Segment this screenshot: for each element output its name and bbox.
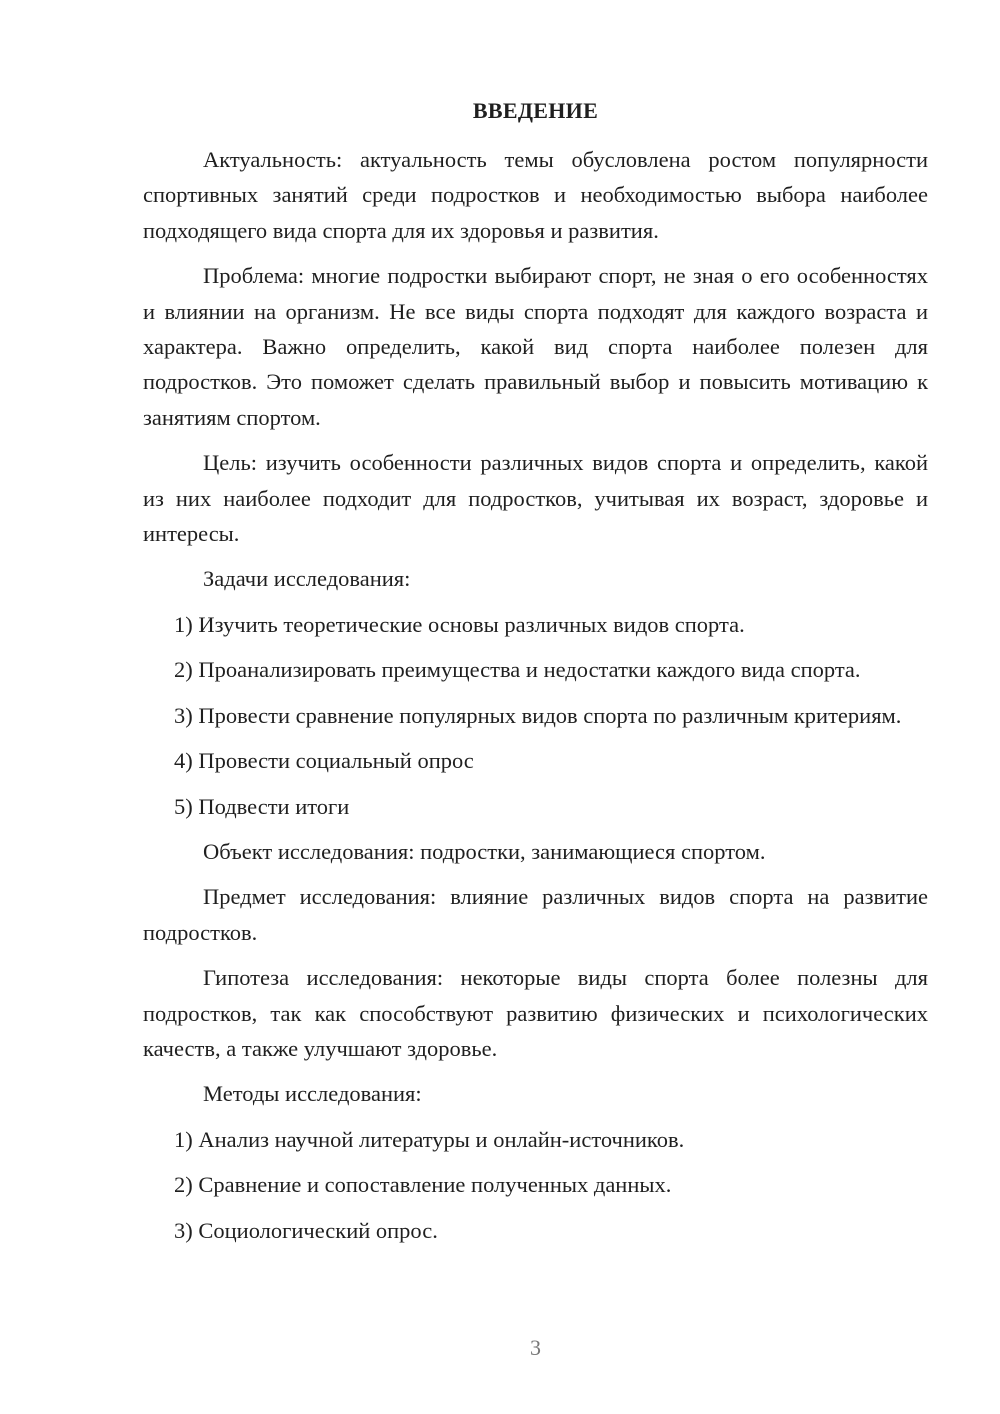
tasks-heading: Задачи исследования: [203, 566, 411, 592]
document-page [143, 0, 928, 1414]
object-paragraph: Объект исследования: подростки, занимающиеся спортом. [203, 838, 766, 864]
methods-heading: Методы исследования: [203, 1081, 422, 1107]
task-item-4: 4) Провести социальный опрос [174, 748, 474, 774]
goal-paragraph: Цель: изучить особенности различных видов спорта и определить, какой из них наиболее подходит для подростков, учитывая их возраст, здоровье и интересы. [143, 450, 928, 547]
method-item-1: 1) Анализ научной литературы и онлайн-источников. [174, 1126, 685, 1152]
hypothesis-paragraph: Гипотеза исследования: некоторые виды спорта более полезны для подростков, так как способствуют развитию физических и психологических качеств, а также улучшают здоровье. [143, 965, 928, 1061]
relevance-paragraph: Актуальность: актуальность темы обусловлена ростом популярности спортивных занятий среди подростков и необходимостью выбора наиболее подходящего вида спорта для их здоровья и развития. [143, 147, 928, 243]
page-number: 3 [530, 1335, 541, 1360]
document-body [143, 142, 928, 1258]
subject-paragraph: Предмет исследования: влияние различных видов спорта на развитие подростков. [143, 884, 928, 945]
task-item-3: 3) Провести сравнение популярных видов спорта по различным критериям. [174, 702, 902, 728]
task-item-1: 1) Изучить теоретические основы различных видов спорта. [174, 611, 745, 637]
task-item-5: 5) Подвести итоги [174, 793, 350, 819]
method-item-2: 2) Сравнение и сопоставление полученных данных. [174, 1172, 672, 1198]
task-item-2: 2) Проанализировать преимущества и недостатки каждого вида спорта. [174, 657, 861, 683]
section-title: ВВЕДЕНИЕ [472, 98, 599, 123]
method-item-3: 3) Социологический опрос. [174, 1217, 438, 1243]
problem-paragraph: Проблема: многие подростки выбирают спорт, не зная о его особенностях и влиянии на организм. Не все виды спорта подходят для каждого возраста и характера. Важно определить, какой вид спорта наиболее полезен для подростков. Это поможет сделать правильный выбор и повысить мотивацию к занятиям спортом. [143, 263, 928, 430]
